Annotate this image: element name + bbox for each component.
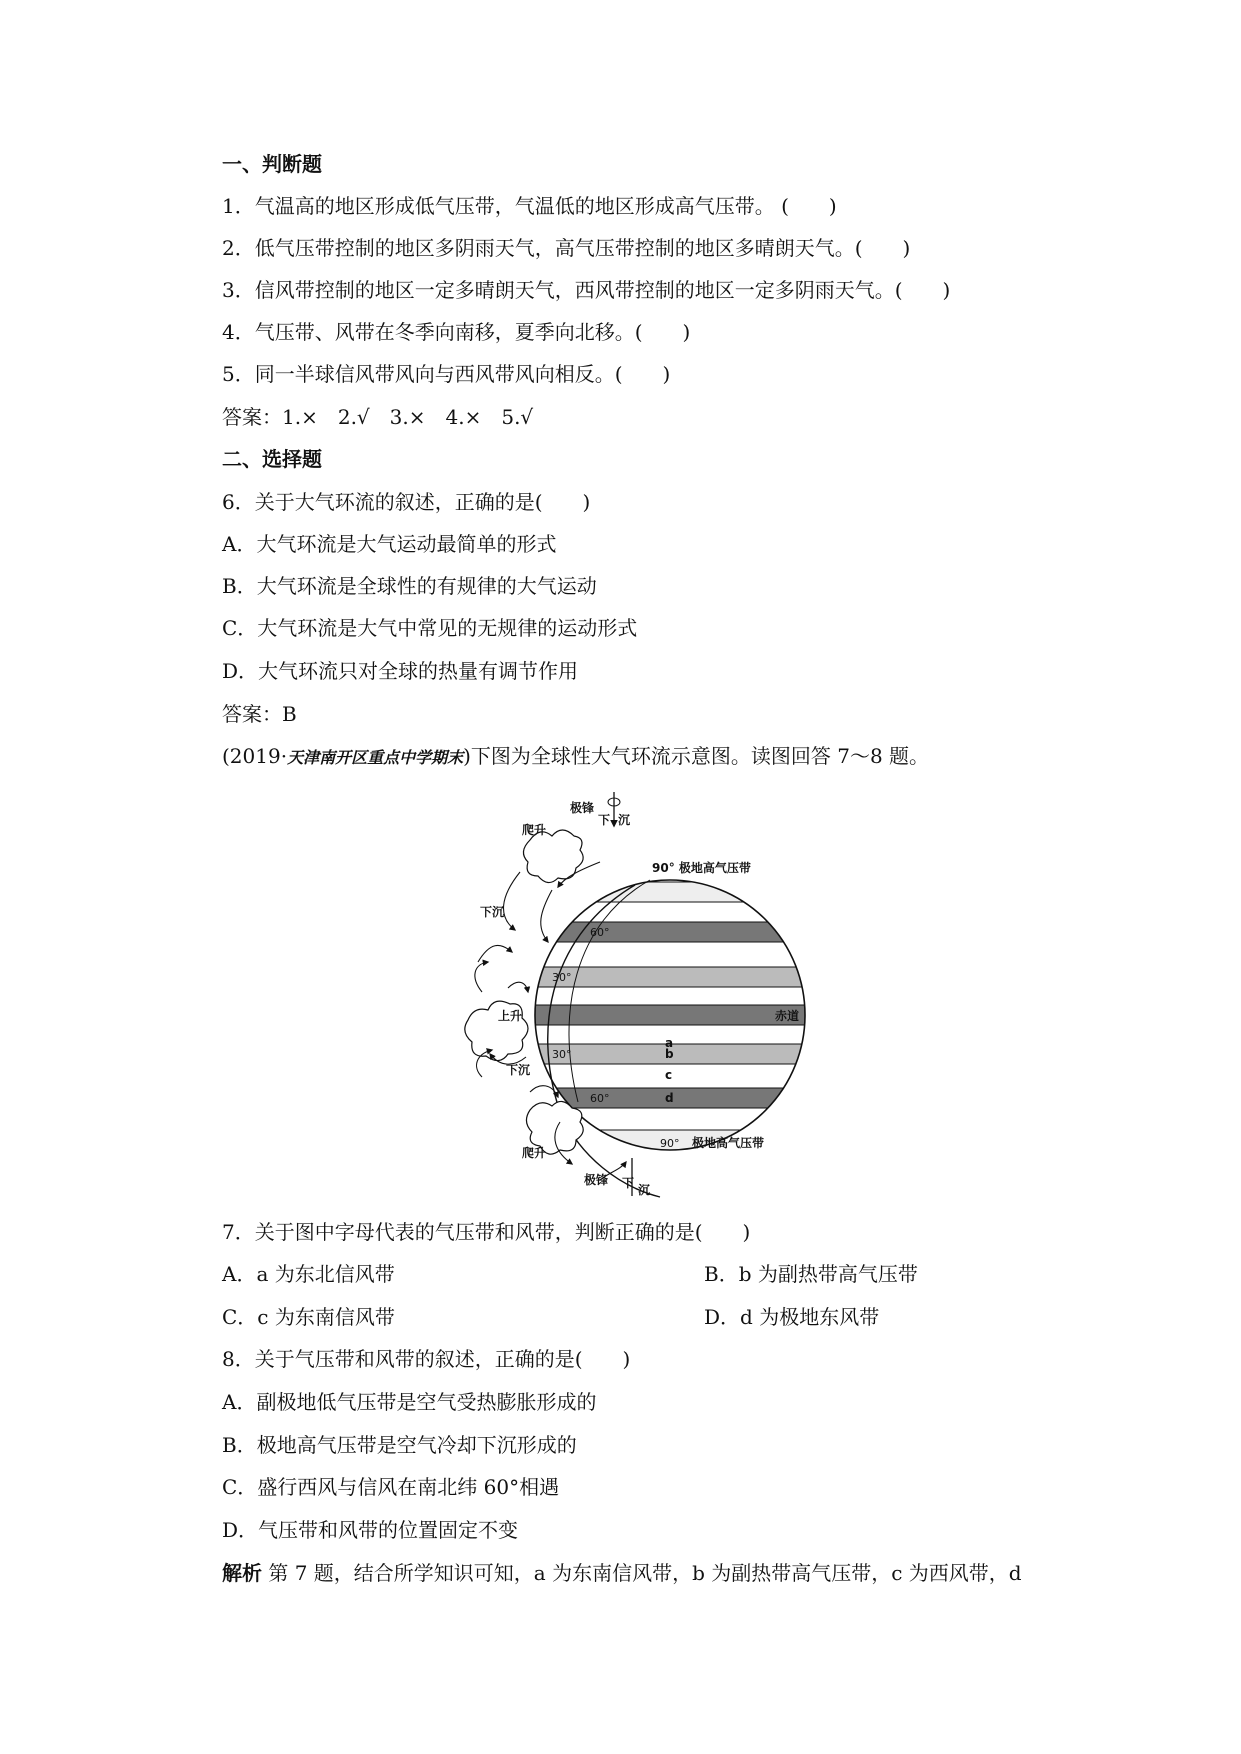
q8-option-d: D．气压带和风带的位置固定不变 xyxy=(222,1518,519,1542)
source-text: )下图为全球性大气环流示意图。读图回答 7～8 题。 xyxy=(463,744,930,768)
atmospheric-circulation-diagram xyxy=(460,792,820,1202)
label-polar-high-top: 90° 极地高气压带 xyxy=(652,861,751,875)
q7-option-b: B．b 为副热带高气压带 xyxy=(704,1262,918,1286)
analysis-line xyxy=(222,1559,1022,1587)
analysis-label: 解析 xyxy=(222,1561,262,1585)
cloud-polar-north xyxy=(523,830,583,883)
judge-item-1: 1．气温高的地区形成低气压带，气温低的地区形成高气压带。 ( ) xyxy=(222,194,837,218)
source-year: (2019· xyxy=(222,744,288,768)
label-60s: 60° xyxy=(590,1092,610,1105)
q8-stem: 8．关于气压带和风带的叙述，正确的是( ) xyxy=(222,1347,631,1371)
label-polar-high-bottom: 极地高气压带 xyxy=(692,1136,765,1150)
label-sink-bottom: 下 xyxy=(622,1176,635,1190)
label-sink-30s: 下沉 xyxy=(506,1063,531,1077)
q8-option-c: C．盛行西风与信风在南北纬 60°相遇 xyxy=(222,1475,560,1499)
q6-answer: 答案：B xyxy=(222,702,297,726)
label-sink-bottom2: 沉 xyxy=(638,1183,651,1197)
label-polar-front-top: 极锋 xyxy=(570,801,595,815)
label-polar-front-bottom: 极锋 xyxy=(584,1173,609,1187)
q6-option-c: C．大气环流是大气中常见的无规律的运动形式 xyxy=(222,616,638,640)
label-sink-top: 下 xyxy=(598,813,611,827)
q6-option-a: A．大气环流是大气运动最简单的形式 xyxy=(222,532,557,556)
label-30s: 30° xyxy=(552,1048,572,1061)
q7-stem: 7．关于图中字母代表的气压带和风带，判断正确的是( ) xyxy=(222,1220,751,1244)
q7-option-d: D．d 为极地东风带 xyxy=(704,1305,880,1329)
q7-option-c: C．c 为东南信风带 xyxy=(222,1305,395,1329)
section2-heading: 二、选择题 xyxy=(222,447,322,471)
label-60n: 60° xyxy=(590,926,610,939)
source-tag: 天津南开区重点中学期末 xyxy=(287,748,464,767)
q8-option-b: B．极地高气压带是空气冷却下沉形成的 xyxy=(222,1433,577,1457)
label-equator: 赤道 xyxy=(775,1009,800,1023)
q6-option-d: D．大气环流只对全球的热量有调节作用 xyxy=(222,659,579,683)
label-rise-eq: 上升 xyxy=(498,1009,523,1023)
analysis-text: 第 7 题，结合所学知识可知，a 为东南信风带，b 为副热带高气压带，c 为西风带，d xyxy=(268,1561,1022,1585)
q7-option-a: A．a 为东北信风带 xyxy=(222,1262,395,1286)
label-90s: 90° xyxy=(660,1137,680,1150)
label-c: c xyxy=(665,1068,673,1082)
judge-item-5: 5．同一半球信风带风向与西风带风向相反。( ) xyxy=(222,362,671,386)
label-rise-bottom: 爬升 xyxy=(522,1146,547,1160)
judge-item-4: 4．气压带、风带在冬季向南移，夏季向北移。( ) xyxy=(222,320,691,344)
judge-item-2: 2．低气压带控制的地区多阴雨天气，高气压带控制的地区多晴朗天气。( ) xyxy=(222,236,911,260)
band-60n xyxy=(520,922,820,942)
label-d: d xyxy=(665,1091,674,1105)
label-sink-30n: 下沉 xyxy=(480,905,505,919)
q8-option-a: A．副极地低气压带是空气受热膨胀形成的 xyxy=(222,1390,597,1414)
q6-stem: 6．关于大气环流的叙述，正确的是( ) xyxy=(222,490,591,514)
judge-answer: 答案：1.× 2.√ 3.× 4.× 5.√ xyxy=(222,405,534,429)
source-line xyxy=(222,742,929,772)
label-b: b xyxy=(665,1047,674,1061)
q6-option-b: B．大气环流是全球性的有规律的大气运动 xyxy=(222,574,597,598)
label-sink-top2: 沉 xyxy=(618,813,631,827)
label-30n: 30° xyxy=(552,971,572,984)
section1-heading: 一、判断题 xyxy=(222,152,322,176)
band-polar-north xyxy=(520,882,820,902)
label-a: a xyxy=(665,1036,674,1050)
judge-item-3: 3．信风带控制的地区一定多晴朗天气，西风带控制的地区一定多阴雨天气。( ) xyxy=(222,278,951,302)
label-rise-top: 爬升 xyxy=(522,823,547,837)
